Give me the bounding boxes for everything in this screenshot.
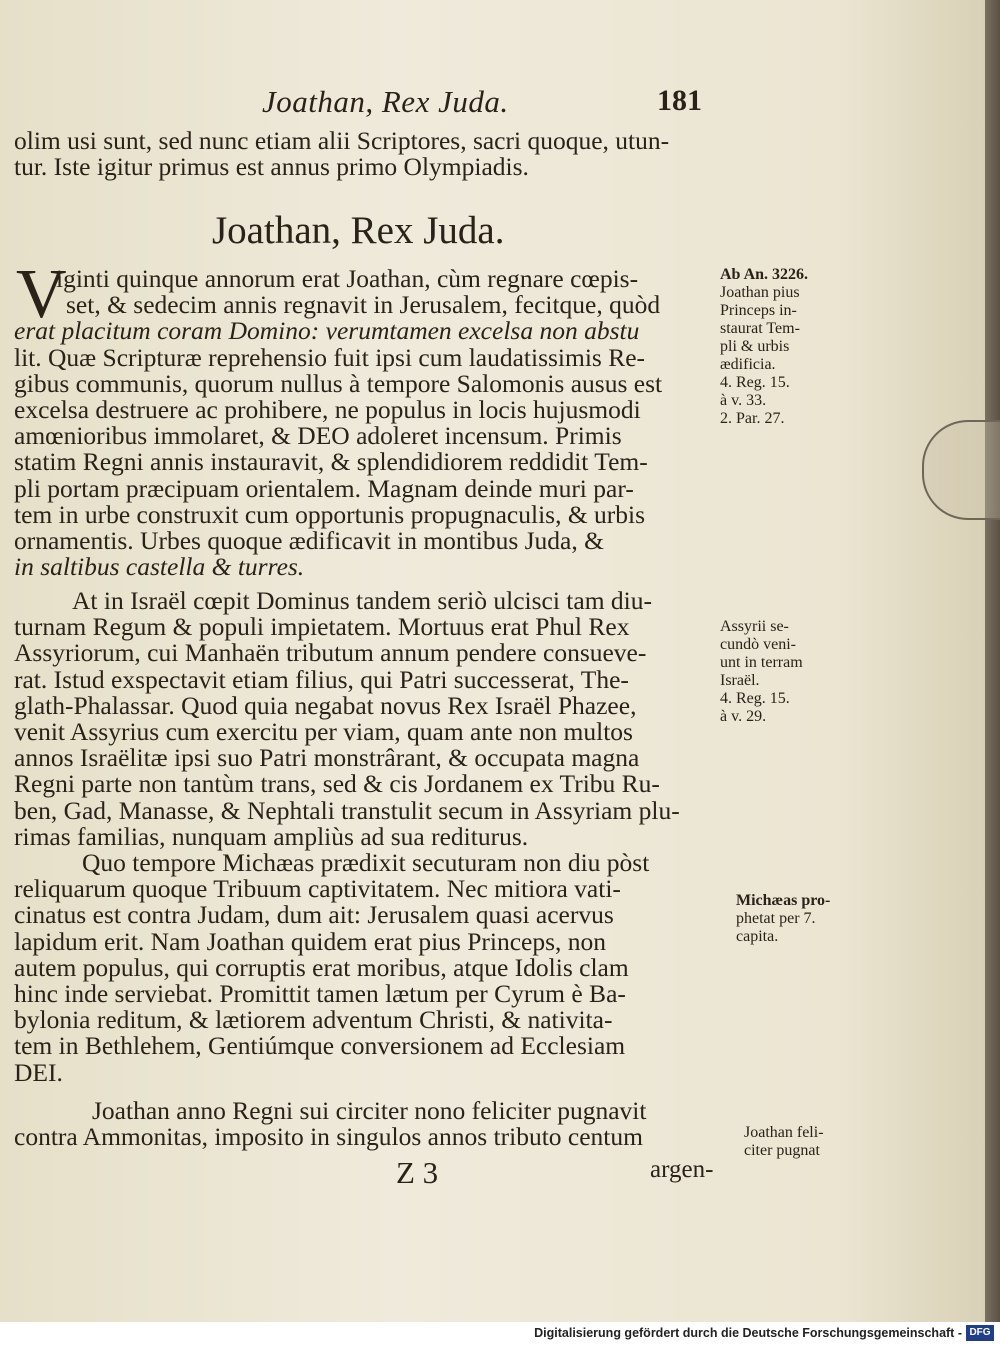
section-heading: Joathan, Rex Juda.: [212, 209, 505, 252]
text-line: ben, Gad, Manasse, & Nephtali transtulit secum in Assyriam plu-: [14, 795, 680, 825]
text-line: tem in urbe construxit cum opportunis propugnaculis, & urbis: [14, 499, 646, 529]
margin-line: 4. Reg. 15.: [720, 374, 790, 391]
text-line: hinc inde serviebat. Promittit tamen lætum per Cyrum è Ba-: [14, 979, 626, 1009]
margin-line: Joathan pius: [720, 284, 800, 301]
margin-line: Joathan feli-: [744, 1124, 824, 1141]
margin-line: Israël.: [720, 672, 760, 689]
text-line: turnam Regum & populi impietatem. Mortuus erat Phul Rex: [14, 612, 630, 642]
text-line: erat placitum coram Domino: verumtamen excelsa non abstu: [14, 316, 640, 346]
catchword: argen-: [650, 1156, 714, 1183]
margin-line: Michæas pro-: [736, 892, 831, 909]
text-line: iginti quinque annorum erat Joathan, cùm regnare cœpis-: [56, 264, 639, 293]
text-line: gibus communis, quorum nullus à tempore Salomonis ausus est: [14, 368, 663, 398]
text-line: Quo tempore Michæas prædixit secuturam non diu pòst: [82, 848, 650, 877]
text-line: rat. Istud exspectavit etiam filius, qui Patri successerat, The-: [14, 664, 629, 694]
text-line: tur. Iste igitur primus est annus primo Olympiadis.: [14, 152, 529, 182]
text-line: pli portam præcipuam orientalem. Magnam deinde muri par-: [14, 473, 634, 503]
text-line: Regni parte non tantùm trans, sed & cis Jordanem ex Tribu Ru-: [14, 769, 660, 799]
paragraph-4: [14, 1098, 724, 1150]
text-line: venit Assyrius cum exercitu per viam, quam ante non multos: [14, 717, 633, 747]
text-line: Joathan anno Regni sui circiter nono feliciter pugnavit: [92, 1096, 647, 1125]
margin-line: cundò veni-: [720, 636, 796, 653]
paragraph-1: [14, 266, 724, 580]
margin-line: citer pugnat: [744, 1142, 820, 1159]
text-line: set, & sedecim annis regnavit in Jerusalem, fecitque, quòd: [66, 290, 661, 320]
text-line: statim Regni annis instauravit, & splendidiorem reddidit Tem-: [14, 447, 648, 477]
margin-line: à v. 29.: [720, 708, 767, 725]
text-line: DEI.: [14, 1057, 63, 1087]
margin-note-3: [736, 892, 876, 946]
text-line: in saltibus castella & turres.: [14, 552, 305, 582]
dfg-logo-icon: DFG: [966, 1325, 994, 1341]
margin-line: Princeps in-: [720, 302, 797, 319]
page-number: 181: [657, 84, 702, 117]
margin-line: Ab An. 3226.: [720, 266, 809, 283]
margin-line: 4. Reg. 15.: [720, 690, 790, 707]
text-line: lapidum erit. Nam Joathan quidem erat pius Princeps, non: [14, 926, 607, 956]
intro-paragraph: [14, 128, 724, 180]
text-line: amœnioribus immolaret, & DEO adoleret incensum. Primis: [14, 421, 622, 451]
text-line: reliquarum quoque Tribuum captivitatem. Nec mitiora vati-: [14, 874, 621, 904]
margin-line: pli & urbis: [720, 338, 790, 355]
margin-line: à v. 33.: [720, 392, 767, 409]
text-line: excelsa destruere ac prohibere, ne populus in locis hujusmodi: [14, 395, 641, 425]
margin-line: phetat per 7.: [736, 910, 816, 927]
text-line: annos Israëlitæ ipsi suo Patri monstrârant, & occupata magna: [14, 743, 640, 773]
margin-note-2: [720, 618, 860, 726]
margin-line: 2. Par. 27.: [720, 410, 785, 427]
footer-bar: [0, 1322, 1000, 1348]
margin-line: Assyrii se-: [720, 618, 789, 635]
text-line: lit. Quæ Scripturæ reprehensio fuit ipsi cum laudatissimis Re-: [14, 342, 646, 372]
text-line: contra Ammonitas, imposito in singulos annos tributo centum: [14, 1122, 643, 1152]
text-line: glath-Phalassar. Quod quia negabat novus Rex Israël Phazee,: [14, 690, 637, 720]
running-head: Joathan, Rex Juda.: [262, 84, 509, 119]
text-line: rimas familias, nunquam ampliùs ad sua rediturus.: [14, 821, 529, 851]
margin-line: staurat Tem-: [720, 320, 800, 337]
margin-line: capita.: [736, 928, 779, 945]
text-line: bylonia reditum, & lætiorem adventum Christi, & nativita-: [14, 1005, 613, 1035]
paragraph-2: [14, 588, 724, 850]
text-line: tem in Bethlehem, Gentiúmque conversionem ad Ecclesiam: [14, 1031, 626, 1061]
text-line: Assyriorum, cui Manhaën tributum annum pendere consueve-: [14, 638, 647, 668]
paragraph-3: [14, 850, 724, 1086]
footer-credit: Digitalisierung gefördert durch die Deutsche Forschungsgemeinschaft -: [534, 1326, 962, 1340]
text-line: At in Israël cœpit Dominus tandem seriò ulcisci tam diu-: [72, 586, 653, 615]
margin-line: ædificia.: [720, 356, 776, 373]
scanner-clip: [922, 420, 1000, 520]
text-line: autem populus, qui corruptis erat moribus, atque Idolis clam: [14, 952, 629, 982]
drop-cap: V: [16, 256, 67, 333]
margin-note-4: [744, 1124, 884, 1160]
text-line: cinatus est contra Judam, dum ait: Jerusalem quasi acervus: [14, 900, 614, 930]
text-line: olim usi sunt, sed nunc etiam alii Scriptores, sacri quoque, utun-: [14, 126, 670, 155]
margin-note-1: [720, 266, 860, 428]
margin-line: unt in terram: [720, 654, 803, 671]
text-line: ornamentis. Urbes quoque ædificavit in montibus Juda, &: [14, 526, 604, 556]
signature-mark: Z 3: [396, 1155, 439, 1190]
